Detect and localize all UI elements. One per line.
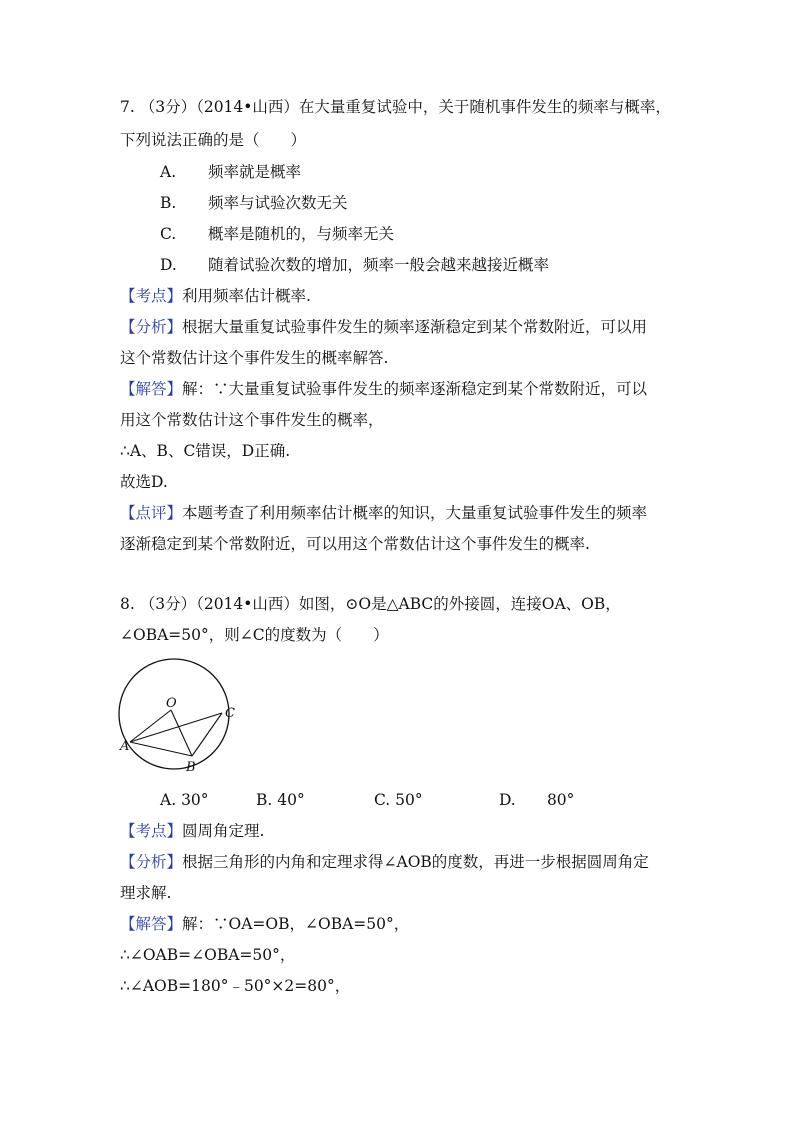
q8-kaodian	[120, 821, 264, 841]
q8-jieda-line-2: ∴∠OAB=∠OBA=50°，	[120, 946, 296, 964]
q7-jieda-line-2: 用这个常数估计这个事件发生的概率，	[120, 411, 384, 429]
circle-figure	[114, 656, 254, 776]
circumcircle	[119, 659, 229, 769]
option-text: 30°	[181, 791, 209, 809]
kaodian-tag: 【考点】	[120, 287, 183, 305]
q7-option-b	[160, 193, 348, 213]
q7-dianping-line-1	[120, 503, 647, 523]
option-letter: D.	[498, 791, 516, 809]
fenxi-tag: 【分析】	[120, 853, 183, 871]
q7-kaodian	[120, 286, 311, 306]
jieda-text: 解：∵大量重复试验事件发生的频率逐渐稳定到某个常数附近，可以	[182, 380, 648, 398]
option-letter: C.	[160, 225, 177, 243]
q7-jieda-line-3: ∴A、B、C错误，D正确.	[120, 442, 291, 460]
option-letter: D.	[160, 256, 177, 274]
fenxi-text: 根据三角形的内角和定理求得∠AOB的度数，再进一步根据圆周角定	[182, 853, 649, 871]
q8-fenxi-line-1	[120, 852, 649, 872]
fenxi-text: 根据大量重复试验事件发生的频率逐渐稳定到某个常数附近，可以用	[182, 318, 648, 336]
kaodian-tag: 【考点】	[120, 822, 183, 840]
option-text: 随着试验次数的增加，频率一般会越来越接近概率	[208, 256, 550, 274]
q7-dianping-line-2: 逐渐稳定到某个常数附近，可以用这个常数估计这个事件发生的概率.	[120, 535, 590, 553]
option-letter: C.	[374, 791, 391, 809]
q7-stem-line-2: 下列说法正确的是（ ）	[120, 131, 307, 149]
q8-option-a	[160, 790, 256, 810]
segment-AC	[130, 713, 222, 742]
label-O: O	[166, 696, 177, 711]
segment-OA	[130, 710, 171, 742]
segment-AB	[130, 742, 192, 756]
option-text: 频率就是概率	[208, 163, 302, 181]
q7-option-a	[160, 162, 301, 182]
jieda-tag: 【解答】	[120, 915, 183, 933]
option-text: 频率与试验次数无关	[208, 194, 348, 212]
dianping-tag: 【点评】	[120, 504, 183, 522]
option-letter: A.	[160, 791, 177, 809]
jieda-text: 解：∵OA=OB，∠OBA=50°，	[182, 915, 410, 933]
q8-stem-line-1: 8. （3分）（2014•山西）如图，⊙O是△ABC的外接圆，连接OA、OB，	[120, 595, 621, 613]
q8-option-c	[374, 790, 494, 810]
jieda-tag: 【解答】	[120, 380, 183, 398]
dianping-text: 本题考查了利用频率估计概率的知识，大量重复试验事件发生的频率	[182, 504, 648, 522]
q7-fenxi-line-1	[120, 317, 647, 337]
q7-jieda-line-4: 故选D.	[120, 473, 168, 491]
q7-option-d	[160, 255, 549, 275]
q7-stem-line-1: 7. （3分）（2014•山西）在大量重复试验中，关于随机事件发生的频率与概率，	[120, 98, 671, 116]
q8-option-d	[494, 791, 574, 809]
q8-jieda-line-3: ∴∠AOB=180°﹣50°×2=80°，	[120, 977, 351, 995]
option-text: 80°	[546, 791, 575, 809]
q8-fenxi-line-2: 理求解.	[120, 884, 172, 902]
q8-stem-line-2: ∠OBA=50°，则∠C的度数为（ ）	[120, 626, 389, 644]
label-A: A	[120, 739, 130, 754]
q8-option-b	[256, 790, 374, 810]
option-letter: B.	[160, 194, 177, 212]
q7-fenxi-line-2: 这个常数估计这个事件发生的概率解答.	[120, 349, 389, 367]
segment-BC	[192, 713, 222, 756]
option-letter: B.	[256, 791, 273, 809]
segment-OB	[171, 710, 192, 756]
kaodian-text: 圆周角定理.	[182, 822, 265, 840]
option-text: 40°	[277, 791, 305, 809]
label-C: C	[225, 706, 235, 721]
option-text: 50°	[395, 791, 423, 809]
fenxi-tag: 【分析】	[120, 318, 183, 336]
label-B: B	[186, 760, 196, 775]
option-letter: A.	[160, 163, 177, 181]
kaodian-text: 利用频率估计概率.	[182, 287, 311, 305]
q8-options-row	[160, 790, 574, 810]
q8-jieda-line-1	[120, 914, 409, 934]
q7-option-c	[160, 224, 394, 244]
q7-jieda-line-1	[120, 379, 647, 399]
option-text: 概率是随机的，与频率无关	[208, 225, 395, 243]
